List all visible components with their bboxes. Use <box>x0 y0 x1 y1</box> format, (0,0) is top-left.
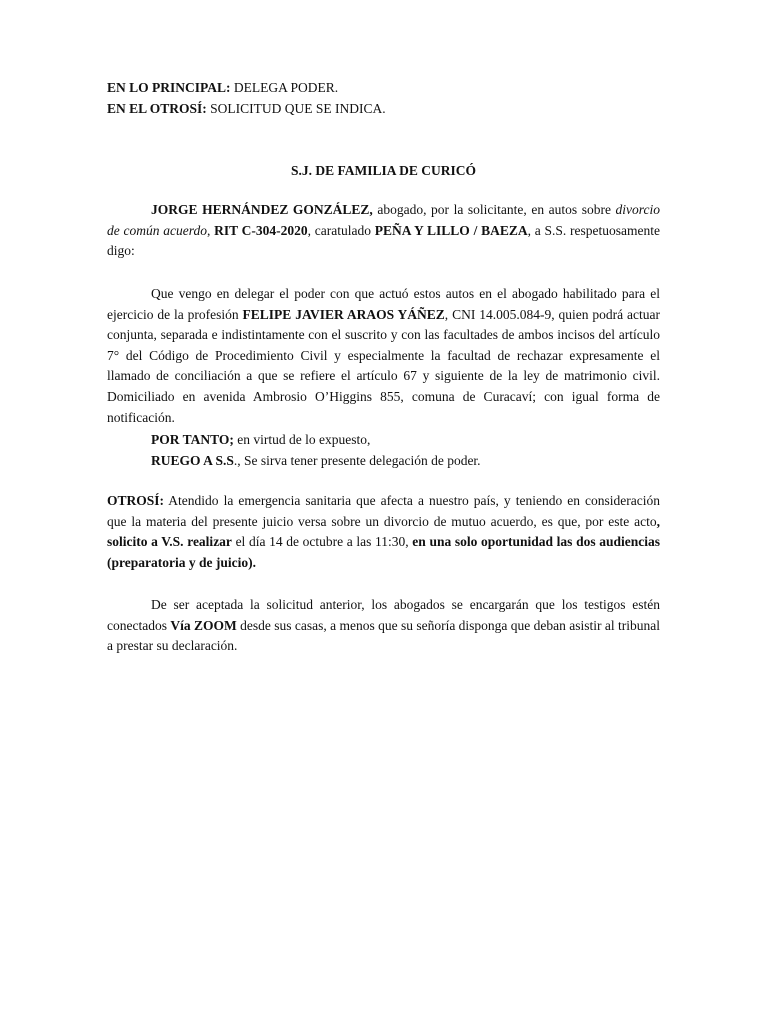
principal-label: EN LO PRINCIPAL: <box>107 80 231 95</box>
case-caption: PEÑA Y LILLO / BAEZA <box>374 222 528 238</box>
principal-line <box>107 80 338 95</box>
case-rit: RIT C-304-2020 <box>214 222 308 238</box>
ruego-text: ., Se sirva tener presente delegación de poder. <box>233 452 481 468</box>
otrosi-hearings: en una solo oportunidad las dos audiencias (preparatoria y de juicio). <box>107 534 660 570</box>
otrosi-bold-1: , <box>656 513 660 529</box>
zoom-label: Vía ZOOM <box>170 617 237 633</box>
case-matter: divorcio de común acuerdo <box>107 202 660 238</box>
por-tanto-label: POR TANTO; <box>151 432 234 447</box>
final-text-1: De ser aceptada la solicitud anterior, los abogados se encargarán que los testigos estén conectados <box>107 597 660 633</box>
delegate-name: FELIPE JAVIER ARAOS YÁÑEZ <box>242 306 445 322</box>
otrosi-text-3: el día 14 de octubre a las 11:30, <box>231 534 413 550</box>
por-tanto-text: en virtud de lo expuesto, <box>233 432 371 447</box>
principal-text: DELEGA PODER. <box>230 80 339 95</box>
body-paragraph <box>107 284 660 428</box>
intro-text-2: , <box>207 222 215 238</box>
otrosi-label: OTROSÍ: <box>107 493 165 508</box>
final-text-2: desde sus casas, a menos que su señoría disponga que deban asistir al tribunal a prestar su declaración. <box>107 617 661 654</box>
intro-text-3: , caratulado <box>307 222 375 238</box>
otrosi-summary-line <box>107 101 386 116</box>
por-tanto-line <box>151 432 370 447</box>
closing-block <box>107 430 704 471</box>
otrosi-paragraph <box>107 491 660 573</box>
ruego-line <box>151 453 481 468</box>
intro-paragraph <box>107 200 660 262</box>
otrosi-text-1: Atendido la emergencia sanitaria que afecta a nuestro país, y teniendo en consideración que la materia del presente juicio versa sobre un divorcio de mutuo acuerdo, es que, por este acto <box>107 493 660 529</box>
body-text-1: Que vengo en delegar el poder con que actuó estos autos en el abogado habilitado para el ejercicio de la profesión <box>107 286 660 322</box>
intro-text-1: abogado, por la solicitante, en autos sobre <box>372 202 616 217</box>
otrosi-summary-label: EN EL OTROSÍ: <box>107 100 207 116</box>
body-text-2: , CNI 14.005.084-9, quien podrá actuar conjunta, separada e indistintamente con el suscrito y con las facultades de ambos incisos del artículo 7° del Código de Procedimiento Civil y especialmente la facultad de rechazar expresamente el llamado de conciliación a que se refiere el artículo 67 y siguiente de la ley de matrimonio civil. Domiciliado en avenida Ambrosio O’Higgins 855, comuna de Curacaví; con igual forma de notificación. <box>107 306 660 425</box>
otrosi-summary-text: SOLICITUD QUE SE INDICA. <box>206 100 386 116</box>
lawyer-name: JORGE HERNÁNDEZ GONZÁLEZ, <box>151 202 373 217</box>
ruego-label: RUEGO A S.S <box>151 452 234 468</box>
summary-block <box>107 78 660 119</box>
court-heading <box>107 161 660 182</box>
otrosi-request: solicito a V.S. realizar <box>107 534 232 550</box>
intro-text-4: , a S.S. respetuosamente digo: <box>107 222 660 259</box>
final-paragraph <box>107 595 660 657</box>
court-name: S.J. DE FAMILIA DE CURICÓ <box>290 163 477 178</box>
